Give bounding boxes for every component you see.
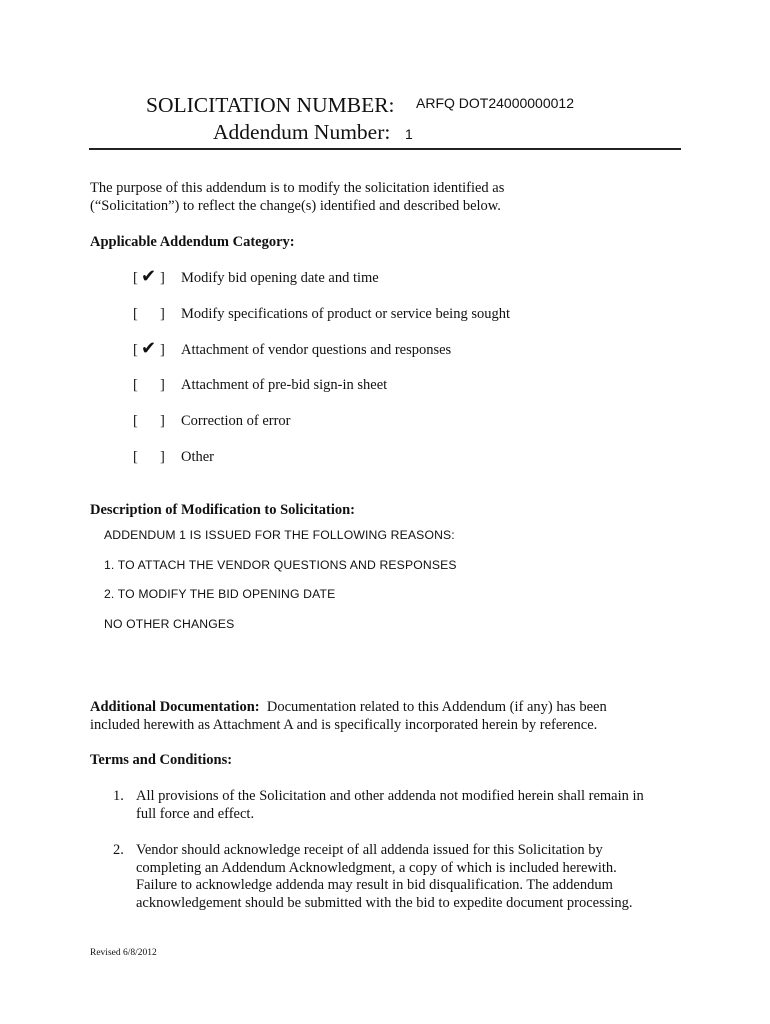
- check-mark-icon: ✔: [141, 338, 157, 359]
- checkbox-bracket-open: [: [133, 306, 138, 322]
- additional-documentation-line: included herewith as Attachment A and is specifically incorporated herein by reference.: [90, 717, 598, 733]
- checkbox-bracket-open: [: [133, 377, 138, 393]
- checkbox-bracket-close: ]: [160, 449, 165, 465]
- checkbox-bracket-open: [: [133, 270, 138, 286]
- term-line: acknowledgement should be submitted with the bid to expedite document processing.: [136, 895, 633, 911]
- category-item-other: [133, 447, 653, 467]
- checkbox-bracket-open: [: [133, 413, 138, 429]
- category-item-label: Attachment of vendor questions and responses: [181, 342, 452, 358]
- description-line: 1. TO ATTACH THE VENDOR QUESTIONS AND RESPONSES: [104, 558, 457, 572]
- category-item-modify-bid-date: [133, 268, 653, 288]
- addendum-number-value: 1: [405, 126, 413, 142]
- category-item-label: Correction of error: [181, 413, 291, 429]
- term-line: Failure to acknowledge addenda may result in bid disqualification. The addendum: [136, 877, 613, 893]
- check-mark-icon: ✔: [141, 266, 157, 287]
- term-line: full force and effect.: [136, 806, 255, 822]
- purpose-line: (“Solicitation”) to reflect the change(s) identified and described below.: [90, 198, 501, 214]
- term-number: 1.: [113, 788, 124, 804]
- checkbox-bracket-open: [: [133, 449, 138, 465]
- addendum-number-label: Addendum Number:: [213, 120, 391, 144]
- terms-heading: Terms and Conditions:: [90, 752, 233, 768]
- term-line: All provisions of the Solicitation and other addenda not modified herein shall remain in: [136, 788, 644, 804]
- additional-documentation-text: Documentation related to this Addendum (if any) has been: [266, 699, 607, 715]
- solicitation-number-label: SOLICITATION NUMBER:: [146, 93, 395, 117]
- category-item-label: Attachment of pre-bid sign-in sheet: [181, 377, 388, 393]
- checkbox-bracket-close: ]: [160, 270, 165, 286]
- revised-date: Revised 6/8/2012: [90, 948, 157, 958]
- header-divider: [89, 148, 681, 150]
- category-heading: Applicable Addendum Category:: [90, 234, 295, 250]
- term-number: 2.: [113, 842, 124, 858]
- category-item-modify-specifications: [133, 304, 653, 324]
- category-item-vendor-questions: [133, 340, 653, 360]
- checkbox-bracket-close: ]: [160, 413, 165, 429]
- category-item-label: Modify specifications of product or service being sought: [181, 306, 510, 322]
- description-heading: Description of Modification to Solicitation:: [90, 502, 356, 518]
- description-line: ADDENDUM 1 IS ISSUED FOR THE FOLLOWING REASONS:: [104, 528, 455, 542]
- additional-documentation-line: [90, 698, 607, 716]
- description-line: 2. TO MODIFY THE BID OPENING DATE: [104, 587, 336, 601]
- checkbox-bracket-close: ]: [160, 377, 165, 393]
- additional-documentation-heading: Additional Documentation:: [90, 699, 260, 715]
- checkbox-bracket-open: [: [133, 342, 138, 358]
- term-line: Vendor should acknowledge receipt of all addenda issued for this Solicitation by: [136, 842, 603, 858]
- category-item-pre-bid-sign-in: [133, 375, 653, 395]
- category-item-label: Other: [181, 449, 215, 465]
- checkbox-bracket-close: ]: [160, 306, 165, 322]
- category-item-correction-of-error: [133, 411, 653, 431]
- term-line: completing an Addendum Acknowledgment, a copy of which is included herewith.: [136, 860, 617, 876]
- solicitation-number-value: ARFQ DOT24000000012: [416, 95, 574, 111]
- checkbox-bracket-close: ]: [160, 342, 165, 358]
- description-line: NO OTHER CHANGES: [104, 617, 235, 631]
- category-item-label: Modify bid opening date and time: [181, 270, 379, 286]
- purpose-line: The purpose of this addendum is to modify the solicitation identified as: [90, 180, 505, 196]
